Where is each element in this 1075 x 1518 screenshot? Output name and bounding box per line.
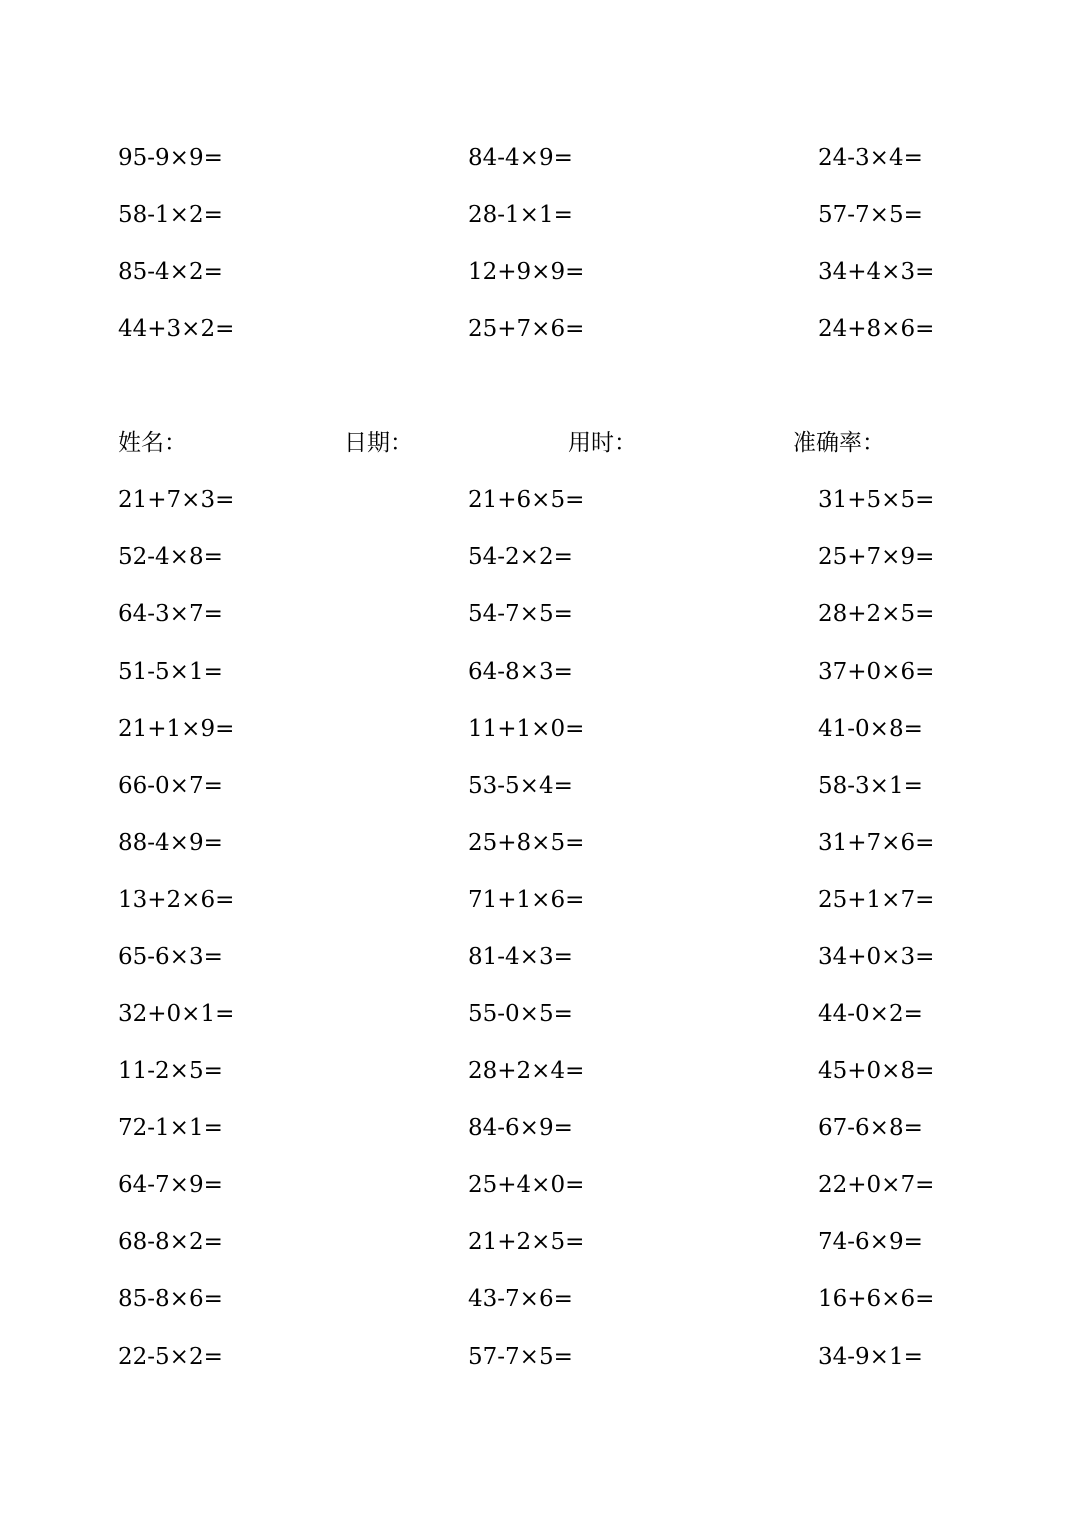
math-problem: 43-7×6= (468, 1286, 573, 1312)
math-problem: 24-3×4= (818, 145, 923, 171)
problem-row (0, 652, 1075, 692)
math-problem: 71+1×6= (468, 887, 585, 913)
math-problem: 51-5×1= (118, 659, 223, 685)
math-problem: 67-6×8= (818, 1115, 923, 1141)
math-problem: 12+9×9= (468, 259, 585, 285)
math-problem: 58-3×1= (818, 773, 923, 799)
math-problem: 66-0×7= (118, 773, 223, 799)
math-problem: 25+4×0= (468, 1172, 585, 1198)
problem-row (0, 537, 1075, 577)
math-problem: 13+2×6= (118, 887, 235, 913)
worksheet-header (0, 423, 1075, 463)
problem-row (0, 1051, 1075, 1091)
problem-row (0, 480, 1075, 520)
math-problem: 11-2×5= (118, 1058, 223, 1084)
problem-row (0, 1165, 1075, 1205)
math-problem: 32+0×1= (118, 1001, 235, 1027)
problem-row (0, 994, 1075, 1034)
math-problem: 34-9×1= (818, 1344, 923, 1370)
problem-row (0, 823, 1075, 863)
math-problem: 54-2×2= (468, 544, 573, 570)
problem-row (0, 1108, 1075, 1148)
problem-row (0, 1279, 1075, 1319)
math-problem: 25+8×5= (468, 830, 585, 856)
math-problem: 74-6×9= (818, 1229, 923, 1255)
math-problem: 52-4×8= (118, 544, 223, 570)
math-problem: 45+0×8= (818, 1058, 935, 1084)
math-problem: 11+1×0= (468, 716, 585, 742)
math-problem: 84-4×9= (468, 145, 573, 171)
math-problem: 88-4×9= (118, 830, 223, 856)
problem-row (0, 195, 1075, 235)
math-problem: 28-1×1= (468, 202, 573, 228)
name-label: 姓名： (118, 430, 187, 456)
problem-row (0, 766, 1075, 806)
math-problem: 21+1×9= (118, 716, 235, 742)
accuracy-label: 准确率： (793, 430, 885, 456)
math-problem: 58-1×2= (118, 202, 223, 228)
math-problem: 44+3×2= (118, 316, 235, 342)
problem-row (0, 709, 1075, 749)
problem-row (0, 1222, 1075, 1262)
problem-row (0, 138, 1075, 178)
math-problem: 64-7×9= (118, 1172, 223, 1198)
problem-row (0, 937, 1075, 977)
math-problem: 55-0×5= (468, 1001, 573, 1027)
math-problem: 34+4×3= (818, 259, 935, 285)
math-problem: 25+7×6= (468, 316, 585, 342)
problem-row (0, 252, 1075, 292)
time-label: 用时： (568, 430, 637, 456)
math-problem: 81-4×3= (468, 944, 573, 970)
math-problem: 28+2×5= (818, 601, 935, 627)
math-problem: 21+2×5= (468, 1229, 585, 1255)
problem-row (0, 880, 1075, 920)
problem-row (0, 1337, 1075, 1377)
math-problem: 64-8×3= (468, 659, 573, 685)
math-problem: 24+8×6= (818, 316, 935, 342)
math-problem: 25+7×9= (818, 544, 935, 570)
math-problem: 21+6×5= (468, 487, 585, 513)
math-problem: 22+0×7= (818, 1172, 935, 1198)
date-label: 日期： (344, 430, 413, 456)
math-problem: 37+0×6= (818, 659, 935, 685)
math-problem: 31+7×6= (818, 830, 935, 856)
math-problem: 44-0×2= (818, 1001, 923, 1027)
math-problem: 57-7×5= (818, 202, 923, 228)
math-problem: 28+2×4= (468, 1058, 585, 1084)
math-problem: 41-0×8= (818, 716, 923, 742)
math-problem: 84-6×9= (468, 1115, 573, 1141)
math-problem: 25+1×7= (818, 887, 935, 913)
math-problem: 57-7×5= (468, 1344, 573, 1370)
math-problem: 53-5×4= (468, 773, 573, 799)
math-problem: 95-9×9= (118, 145, 223, 171)
problem-row (0, 309, 1075, 349)
math-problem: 16+6×6= (818, 1286, 935, 1312)
math-problem: 85-4×2= (118, 259, 223, 285)
math-problem: 54-7×5= (468, 601, 573, 627)
math-problem: 85-8×6= (118, 1286, 223, 1312)
math-problem: 34+0×3= (818, 944, 935, 970)
math-problem: 64-3×7= (118, 601, 223, 627)
math-problem: 31+5×5= (818, 487, 935, 513)
math-problem: 22-5×2= (118, 1344, 223, 1370)
problem-row (0, 594, 1075, 634)
math-problem: 65-6×3= (118, 944, 223, 970)
math-problem: 72-1×1= (118, 1115, 223, 1141)
math-problem: 68-8×2= (118, 1229, 223, 1255)
math-problem: 21+7×3= (118, 487, 235, 513)
